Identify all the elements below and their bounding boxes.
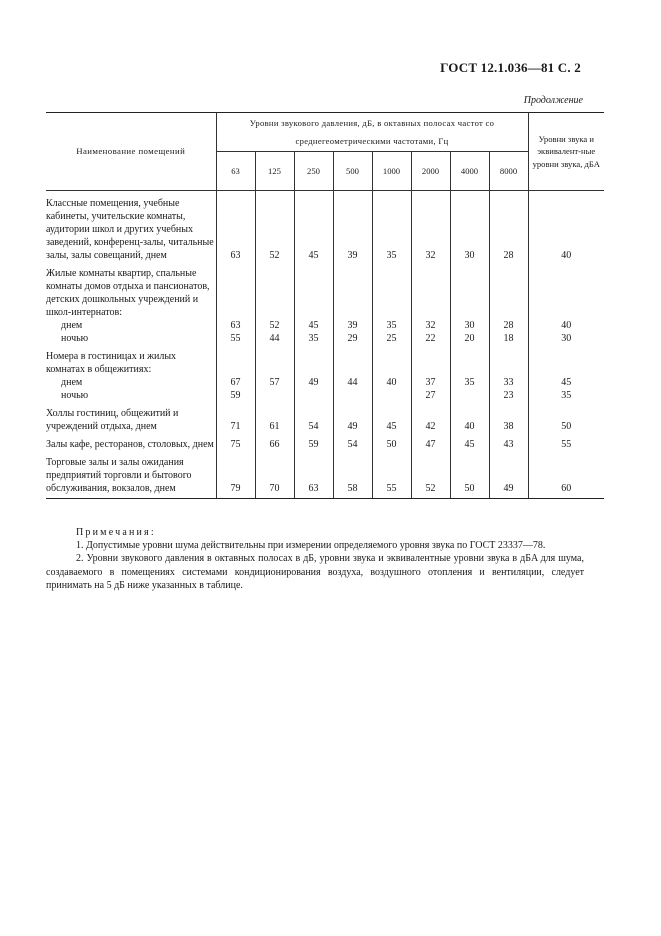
level-cell: 28 [489,191,528,263]
level-cell [489,262,528,319]
level-cell [333,345,372,376]
level-cell: 25 [372,332,411,345]
level-cell: 18 [489,332,528,345]
level-cell [411,345,450,376]
frequency-header: 4000 [450,152,489,191]
level-cell: 39 [333,191,372,263]
room-name-cell: Холлы гостиниц, общежитий и учреждений отдыха, днем [46,402,216,433]
level-cell: 39 [333,319,372,332]
level-cell: 59 [216,389,255,402]
level-cell: 50 [450,451,489,499]
level-cell: 45 [372,402,411,433]
room-name-cell: Номера в гостиницах и жилых комнатах в общежитиях: [46,345,216,376]
level-cell: 55 [216,332,255,345]
table-row [46,319,604,332]
level-cell: 66 [255,433,294,451]
table-row [46,262,604,319]
table-row [46,433,604,451]
table-row [46,345,604,376]
sound-level-cell: 50 [528,402,604,433]
sound-level-header: Уровни звука и эквивалент-ные уровни звука, дБA [528,113,604,191]
sound-level-cell: 30 [528,332,604,345]
level-cell [216,262,255,319]
room-name-cell: Торговые залы и залы ожидания предприятий торговли и бытового обслуживания, вокзалов, днем [46,451,216,499]
level-cell: 63 [216,319,255,332]
level-cell: 38 [489,402,528,433]
level-cell [333,262,372,319]
level-cell: 59 [294,433,333,451]
level-cell: 67 [216,376,255,389]
note-2: 2. Уровни звукового давления в октавных полосах в дБ, уровни звука и эквивалентные уровни звука в дБA для шума, создаваемого в помещениях системами кондиционирования воздуха, воздушного отопления и вентиляции, следует принимать на 5 дБ ниже указанных в таблице. [46,553,584,591]
table-body [46,191,604,499]
level-cell [450,389,489,402]
continuation-label: Продолжение [523,95,583,106]
level-cell: 45 [294,319,333,332]
frequency-header: 63 [216,152,255,191]
level-cell: 35 [450,376,489,389]
frequency-header: 250 [294,152,333,191]
level-cell: 71 [216,402,255,433]
table-row [46,451,604,499]
level-cell: 57 [255,376,294,389]
sound-level-cell [528,345,604,376]
level-cell: 70 [255,451,294,499]
level-cell: 52 [411,451,450,499]
level-cell: 35 [294,332,333,345]
level-cell [372,389,411,402]
sound-level-cell: 35 [528,389,604,402]
level-cell: 42 [411,402,450,433]
frequency-header: 500 [333,152,372,191]
table-row [46,402,604,433]
level-cell [489,345,528,376]
room-name-cell: ночью [46,389,216,402]
level-cell: 45 [294,191,333,263]
level-cell: 40 [372,376,411,389]
level-cell: 54 [333,433,372,451]
level-cell: 30 [450,319,489,332]
room-name-cell: ночью [46,332,216,345]
table-row [46,389,604,402]
level-cell: 52 [255,191,294,263]
level-cell: 20 [450,332,489,345]
level-cell: 32 [411,319,450,332]
level-cell: 37 [411,376,450,389]
level-cell: 43 [489,433,528,451]
room-name-cell: днем [46,319,216,332]
room-name-cell: днем [46,376,216,389]
level-cell [411,262,450,319]
level-cell [450,262,489,319]
level-cell: 30 [450,191,489,263]
level-cell: 45 [450,433,489,451]
room-name-cell: Классные помещения, учебные кабинеты, учительские комнаты, аудитории школ и других учебных заведений, конференц-залы, читальные залы, залы совещаний, днем [46,191,216,263]
level-cell [333,389,372,402]
sound-level-cell: 45 [528,376,604,389]
notes-title: Примечания: [76,527,156,538]
level-cell: 58 [333,451,372,499]
level-cell: 54 [294,402,333,433]
level-cell [450,345,489,376]
level-cell: 50 [372,433,411,451]
level-cell: 23 [489,389,528,402]
level-cell: 47 [411,433,450,451]
sound-level-cell [528,262,604,319]
level-cell [294,345,333,376]
level-cell: 49 [294,376,333,389]
level-cell [372,345,411,376]
level-cell: 35 [372,319,411,332]
level-cell: 40 [450,402,489,433]
level-cell: 75 [216,433,255,451]
level-cell [216,345,255,376]
level-cell: 22 [411,332,450,345]
level-cell: 79 [216,451,255,499]
frequency-header: 8000 [489,152,528,191]
level-cell: 44 [255,332,294,345]
noise-norms-table [46,112,604,499]
level-cell [294,262,333,319]
table-row [46,332,604,345]
level-cell: 28 [489,319,528,332]
notes-section [46,526,584,592]
frequency-header: 125 [255,152,294,191]
level-cell: 63 [294,451,333,499]
level-cell: 49 [333,402,372,433]
frequency-header: 1000 [372,152,411,191]
level-cell: 33 [489,376,528,389]
table-row [46,191,604,263]
level-cell [255,345,294,376]
level-cell: 27 [411,389,450,402]
room-name-cell: Жилые комнаты квартир, спальные комнаты домов отдыха и пансионатов, детских дошкольных учреждений и школ-интернатов: [46,262,216,319]
frequency-header: 2000 [411,152,450,191]
page-header: ГОСТ 12.1.036—81 С. 2 [440,60,581,75]
room-name-header: Наименование помещений [46,113,216,191]
sound-level-cell: 60 [528,451,604,499]
level-cell [255,389,294,402]
sound-level-cell: 40 [528,319,604,332]
level-cell: 29 [333,332,372,345]
octave-levels-header: Уровни звукового давления, дБ, в октавных полосах частот со среднегеометрическими частотами, Гц [216,113,528,152]
level-cell: 49 [489,451,528,499]
level-cell: 44 [333,376,372,389]
sound-level-cell: 40 [528,191,604,263]
note-1: 1. Допустимые уровни шума действительны при измерении определяемого уровня звука по ГОСТ 23337—78. [76,540,546,552]
level-cell: 55 [372,451,411,499]
level-cell: 35 [372,191,411,263]
level-cell: 61 [255,402,294,433]
level-cell: 52 [255,319,294,332]
level-cell [294,389,333,402]
room-name-cell: Залы кафе, ресторанов, столовых, днем [46,433,216,451]
level-cell: 63 [216,191,255,263]
level-cell: 32 [411,191,450,263]
sound-level-cell: 55 [528,433,604,451]
level-cell [255,262,294,319]
level-cell [372,262,411,319]
table-row [46,376,604,389]
